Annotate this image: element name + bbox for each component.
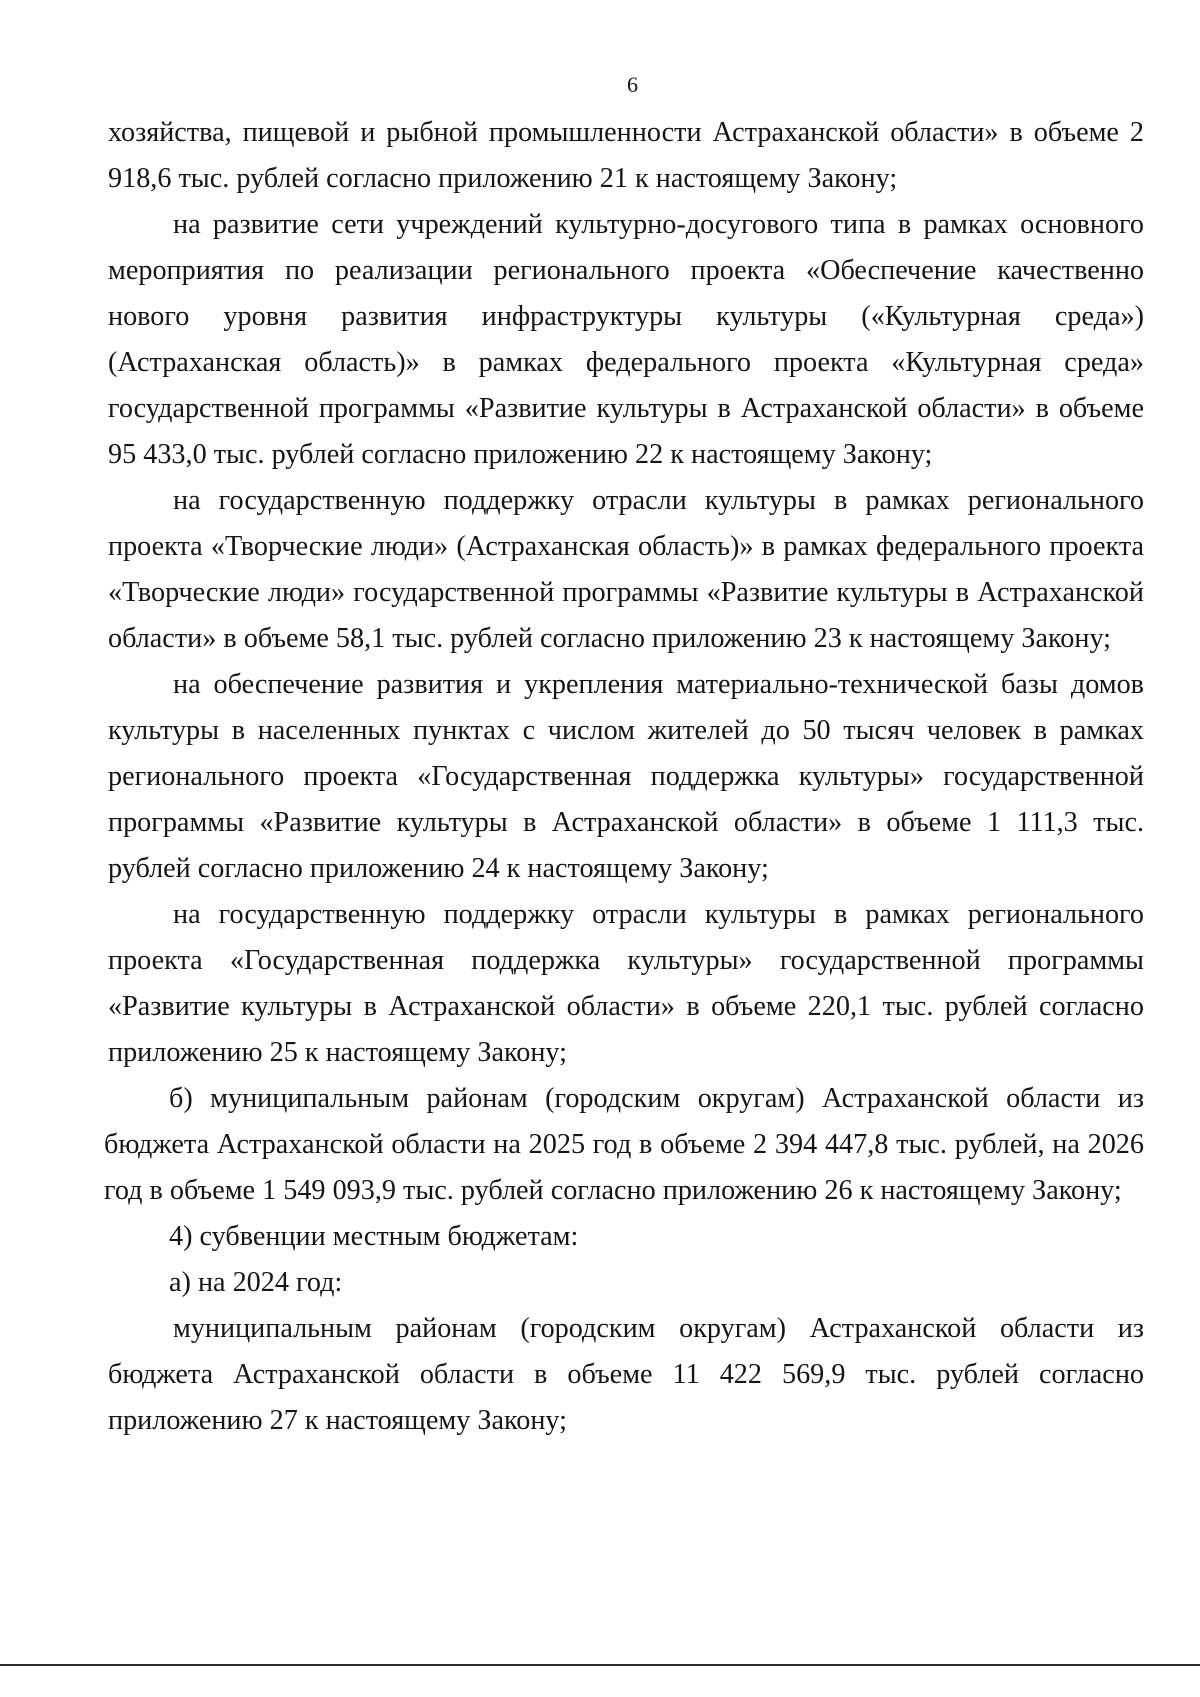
paragraph-subventions-heading: 4) субвенции местным бюджетам: [169, 1221, 579, 1252]
paragraph-continuation: хозяйства, пищевой и рыбной промышленности Астраханской области» в объеме 2 918,6 тыс. рублей согласно приложению 21 к настоящему Закону; [108, 117, 1144, 194]
paragraph-year-2024: а) на 2024 год: [169, 1267, 343, 1298]
paragraph-municipal-districts: б) муниципальным районам (городским округам) Астраханской области из бюджета Астраханской области на 2025 год в объеме 2 394 447,8 тыс. рублей, на 2026 год в объеме 1 549 093,9 тыс. рублей согласно приложению 26 к настоящему Закону; [104, 1083, 1144, 1206]
paragraph-houses-of-culture: на обеспечение развития и укрепления материально-технической базы домов культуры в населенных пунктах с числом жителей до 50 тысяч человек в рамках регионального проекта «Государственная поддержка культуры» государственной программы «Развитие культуры в Астраханской области» в объеме 1 111,3 тыс. рублей согласно приложению 24 к настоящему Закону; [108, 669, 1144, 884]
paragraph-culture-network: на развитие сети учреждений культурно-досугового типа в рамках основного мероприятия по реализации регионального проекта «Обеспечение качественно нового уровня развития инфраструктуры культуры («Культурная среда») (Астраханская область)» в рамках федерального проекта «Культурная среда» государственной программы «Развитие культуры в Астраханской области» в объеме 95 433,0 тыс. рублей согласно приложению 22 к настоящему Закону; [108, 209, 1144, 470]
bottom-rule [0, 1664, 1200, 1666]
paragraph-municipal-subventions: муниципальным районам (городским округам) Астраханской области из бюджета Астраханской области в объеме 11 422 569,9 тыс. рублей согласно приложению 27 к настоящему Закону; [108, 1313, 1144, 1436]
page-number: 6 [627, 72, 638, 97]
paragraph-culture-support: на государственную поддержку отрасли культуры в рамках регионального проекта «Государственная поддержка культуры» государственной программы «Развитие культуры в Астраханской области» в объеме 220,1 тыс. рублей согласно приложению 25 к настоящему Закону; [108, 899, 1144, 1068]
document-body [104, 110, 1144, 1444]
paragraph-creative-people: на государственную поддержку отрасли культуры в рамках регионального проекта «Творческие люди» (Астраханская область)» в рамках федерального проекта «Творческие люди» государственной программы «Развитие культуры в Астраханской области» в объеме 58,1 тыс. рублей согласно приложению 23 к настоящему Закону; [108, 485, 1144, 654]
